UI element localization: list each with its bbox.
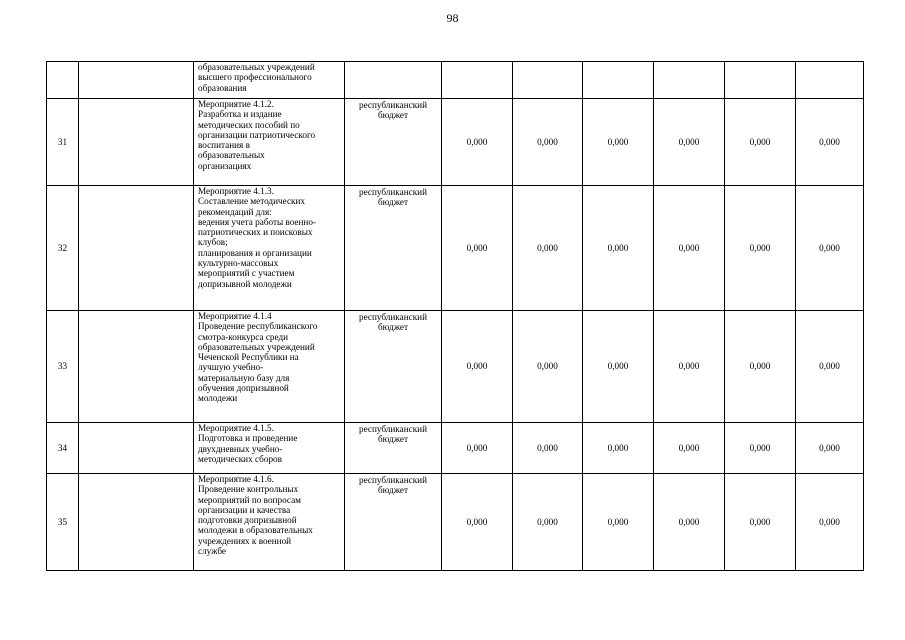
table-row: [47, 474, 864, 571]
cell-value: 0,000: [796, 99, 864, 186]
cell-value: 0,000: [513, 311, 583, 423]
cell-value: 0,000: [654, 99, 725, 186]
cell-value: 0,000: [796, 474, 864, 571]
desc-line: мероприятий с участием: [198, 268, 295, 279]
desc-line: материальную базу для: [198, 372, 290, 383]
cell-value: 0,000: [725, 186, 796, 311]
cell-value: 0,000: [513, 423, 583, 474]
cell-value: 0,000: [442, 311, 513, 423]
page-number: 98: [446, 11, 459, 25]
desc-line: патриотических и поисковых: [198, 227, 313, 238]
desc-line: образования: [198, 82, 247, 93]
source-line: республиканский: [358, 312, 427, 322]
cell-value: 0,000: [513, 99, 583, 186]
cell-value: [583, 62, 654, 99]
cell-empty: [79, 62, 194, 99]
cell-empty: [79, 186, 194, 311]
cell-value: 0,000: [583, 423, 654, 474]
desc-line: рекомендаций для:: [198, 206, 272, 217]
desc-line: подготовки допризывной: [198, 515, 297, 526]
source-line: бюджет: [377, 110, 409, 121]
desc-line: образовательных учреждений: [198, 62, 315, 72]
desc-line: организациях: [198, 160, 252, 171]
cell-value: 0,000: [583, 99, 654, 186]
desc-line: молодежи в образовательных: [198, 525, 313, 536]
cell-value: 0,000: [796, 423, 864, 474]
cell-description: [194, 186, 345, 311]
desc-line: воспитания в: [198, 140, 250, 151]
desc-line: Мероприятие 4.1.6.: [198, 474, 274, 484]
cell-empty: [79, 99, 194, 186]
desc-line: лучшую учебно-: [198, 362, 264, 373]
desc-line: Чеченской Республики на: [198, 352, 299, 363]
table-row: [47, 311, 864, 423]
desc-line: молодежи: [198, 393, 238, 404]
cell-value: 0,000: [654, 311, 725, 423]
cell-source: [345, 62, 442, 99]
cell-value: [796, 62, 864, 99]
desc-line: Мероприятие 4.1.4: [198, 311, 272, 321]
source-line: бюджет: [377, 322, 409, 333]
cell-funding-source: [345, 311, 442, 423]
desc-line: допризывной молодежи: [198, 278, 292, 289]
source-line: бюджет: [377, 485, 409, 496]
row-number: 31: [47, 99, 79, 186]
desc-line: организации и качества: [198, 504, 291, 515]
cell-value: 0,000: [442, 99, 513, 186]
desc-line: культурно-массовых: [198, 258, 279, 269]
cell-description: [194, 423, 345, 474]
desc-line: образовательных учреждений: [198, 341, 315, 352]
cell-value: 0,000: [583, 311, 654, 423]
desc-line: Разработка и издание: [198, 109, 282, 120]
cell-funding-source: [345, 99, 442, 186]
desc-line: организации патриотического: [198, 129, 316, 140]
cell-value: 0,000: [442, 423, 513, 474]
desc-line: смотра-конкурса среди: [198, 331, 289, 342]
cell-funding-source: [345, 423, 442, 474]
desc-line: образовательных: [198, 150, 265, 161]
cell-value: [513, 62, 583, 99]
source-line: бюджет: [377, 434, 409, 445]
cell-value: 0,000: [725, 311, 796, 423]
desc-line: Подготовка и проведение: [198, 433, 298, 444]
desc-line: методических сборов: [198, 453, 282, 464]
desc-line: методических пособий по: [198, 119, 300, 130]
source-line: республиканский: [358, 100, 427, 110]
cell-value: 0,000: [796, 311, 864, 423]
desc-line: Мероприятие 4.1.5.: [198, 423, 274, 433]
source-line: республиканский: [358, 475, 427, 485]
cell-description: [194, 99, 345, 186]
cell-value: 0,000: [725, 474, 796, 571]
cell-value: 0,000: [654, 423, 725, 474]
cell-description: [194, 311, 345, 423]
desc-line: высшего профессионального: [198, 72, 312, 83]
row-number: 33: [47, 311, 79, 423]
cell-value: 0,000: [513, 186, 583, 311]
table-row-continued: [47, 62, 864, 99]
cell-description: [194, 62, 345, 99]
cell-value: 0,000: [796, 186, 864, 311]
cell-value: 0,000: [583, 474, 654, 571]
cell-value: 0,000: [654, 474, 725, 571]
cell-value: [442, 62, 513, 99]
cell-value: 0,000: [583, 186, 654, 311]
cell-value: 0,000: [442, 186, 513, 311]
desc-line: мероприятий по вопросам: [198, 494, 301, 505]
desc-line: Составление методических: [198, 196, 306, 207]
desc-line: планирования и организации: [198, 247, 312, 258]
cell-funding-source: [345, 186, 442, 311]
cell-value: 0,000: [725, 99, 796, 186]
source-line: бюджет: [377, 197, 409, 208]
desc-line: Мероприятие 4.1.3.: [198, 186, 274, 196]
budget-table: [46, 61, 864, 571]
desc-line: Проведение республиканского: [198, 321, 318, 332]
cell-value: 0,000: [725, 423, 796, 474]
desc-line: Проведение контрольных: [198, 484, 299, 495]
cell-empty: [79, 474, 194, 571]
cell-funding-source: [345, 474, 442, 571]
cell-description: [194, 474, 345, 571]
desc-line: обучения допризывной: [198, 383, 289, 394]
desc-line: службе: [198, 546, 226, 557]
row-number: 34: [47, 423, 79, 474]
desc-line: клубов;: [198, 237, 228, 248]
row-number: 35: [47, 474, 79, 571]
desc-line: двухдневных учебно-: [198, 443, 283, 454]
cell-value: [654, 62, 725, 99]
desc-line: учреждениях к военной: [198, 535, 292, 546]
cell-empty: [79, 311, 194, 423]
table-row: [47, 99, 864, 186]
desc-line: ведения учета работы военно-: [198, 216, 316, 227]
cell-value: 0,000: [513, 474, 583, 571]
table-row: [47, 423, 864, 474]
desc-line: Мероприятие 4.1.2.: [198, 99, 274, 109]
cell-value: 0,000: [442, 474, 513, 571]
cell-value: 0,000: [654, 186, 725, 311]
cell-value: [725, 62, 796, 99]
table-body: [47, 62, 864, 571]
source-line: республиканский: [358, 187, 427, 197]
source-line: республиканский: [358, 424, 427, 434]
row-number: 32: [47, 186, 79, 311]
cell-empty: [79, 423, 194, 474]
cell-num: [47, 62, 79, 99]
table-row: [47, 186, 864, 311]
